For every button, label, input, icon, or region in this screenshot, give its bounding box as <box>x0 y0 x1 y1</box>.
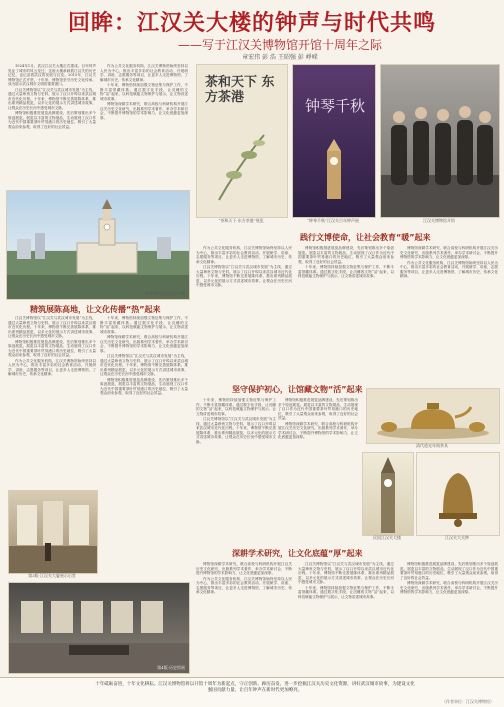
section-4-text-e: 博物馆积极推进展览品牌建设，先后策划推出多个原创展览。展览以丰富的文物展品，生动展现了汉口作为近代中国重要茶叶贸易港口的历史地位，吸引了大量观众前来参观，取得了良好的社会效益。 <box>400 562 498 580</box>
section-3-text-a: 十年来，博物馆持续加强文物征集与保护工作，不断丰富馆藏体系。通过数字化手段，让沉睡的文物“活”起来，以科技赋能文物保护与展示，让文物讲述城市故事。 <box>196 398 276 416</box>
tea-set-photo <box>366 388 500 444</box>
bronze-item-photo <box>416 452 500 536</box>
body-text-e: 博物馆深耕学术研究，联合高校与科研机构开展江汉关历史文化研究，出版系列学术著作，举办学术研讨会，不断提升博物馆的学术影响力，让文化底蕴更加深厚。 <box>100 102 188 120</box>
article-authors: 章宏伟 彭 浩 王昭强 彭 崢嵘 <box>242 54 318 61</box>
section-title-3: 坚守保护初心，让馆藏文物“活”起来 <box>232 385 363 394</box>
section-4-text-f: 博物馆深耕学术研究，联合高校与科研机构开展江汉关历史文化研究，出版系列学术著作，举办学术研讨会，不断提升博物馆的学术影响力，让文化底蕴更加深厚。 <box>400 581 498 594</box>
section-3-text-d: 博物馆深耕学术研究，联合高校与科研机构开展江汉关历史文化研究，出版系列学术著作，举办学术研讨会，不断提升博物馆的学术影响力，让文化底蕴更加深厚。 <box>278 421 358 439</box>
clock-tower-caption: 民国江汉关大楼 <box>373 535 401 540</box>
group-people-illustration <box>381 65 499 217</box>
hall-illustration <box>9 491 97 573</box>
section-3-col-b <box>278 398 358 540</box>
section-1-col-b <box>100 316 188 572</box>
body-text-c: 作为公共文化服务机构，江汉关博物馆始终坚持以人民为中心，推出丰富多彩的社会教育活动，开展研学、讲座、志愿服务等项目，让更多人走进博物馆，了解城市历史，传承文化精神。 <box>100 64 188 82</box>
section-2-text-f: 作为公共文化服务机构，江汉关博物馆始终坚持以人民为中心，推出丰富多彩的社会教育活动，开展研学、讲座、志愿服务等项目，让更多人走进博物馆，了解城市历史，传承文化精神。 <box>400 260 498 278</box>
bell-exhibit-title: 钟琴千秋 <box>304 97 365 115</box>
building-illustration <box>7 191 189 299</box>
article-footer <box>0 677 504 707</box>
section-4-text-d: 十年来，博物馆持续加强文物征集与保护工作，不断丰富馆藏体系。通过数字化手段，让沉睡的文物“活”起来，以科技赋能文物保护与展示，让文物讲述城市故事。 <box>298 585 394 599</box>
section-1-text-c: 作为公共文化服务机构，江汉关博物馆始终坚持以人民为中心，推出丰富多彩的社会教育活动，开展研学、讲座、志愿服务等项目，让更多人走进博物馆，了解城市历史，传承文化精神。 <box>8 358 96 376</box>
bell-exhibit-poster <box>292 64 376 218</box>
tower-icon <box>363 453 413 535</box>
section-2-text-e: 博物馆深耕学术研究，联合高校与科研机构开展江汉关历史文化研究，出版系列学术著作，举办学术研讨会，不断提升博物馆的学术影响力，让文化底蕴更加深厚。 <box>400 246 498 259</box>
body-text-a: 江汉关博物馆以“江汉关与武汉城市发展”为主线，通过大量珍贵文物与史料，展示了汉口开埠以来武汉城市近代化历程。十年来，博物馆不断完善展陈体系，推出系列精品展览，以多元化的展示方式讲述城市故事，让观众在历史长河中感受城市文脉。 <box>8 87 96 110</box>
tea-exhibit-cover <box>196 64 288 218</box>
gallery-illustration <box>9 583 189 673</box>
section-2-text-a: 作为公共文化服务机构，江汉关博物馆始终坚持以人民为中心，推出丰富多彩的社会教育活动，开展研学、讲座、志愿服务等项目，让更多人走进博物馆，了解城市历史，传承文化精神。 <box>196 246 292 264</box>
section-title-1: 精筑展陈高地，让文化传播“热”起来 <box>30 305 161 314</box>
section-1-col-a <box>8 316 96 486</box>
history-hall-photo <box>8 582 190 674</box>
section-title-2: 践行文博使命，让社会教育“暖”起来 <box>300 233 431 242</box>
footer-source: （作者单位：江汉关博物馆） <box>442 699 494 704</box>
section-2-col-b <box>298 246 394 382</box>
section-1-text-a: 江汉关博物馆以“江汉关与武汉城市发展”为主线，通过大量珍贵文物与史料，展示了汉口开埠以来武汉城市近代化历程。十年来，博物馆不断完善展陈体系，推出系列精品展览，以多元化的展示方式讲述城市故事，让观众在历史长河中感受城市文脉。 <box>8 316 96 338</box>
section-title-4: 深耕学术研究，让文化底蕴“厚”起来 <box>232 549 363 558</box>
museum-hall-caption: 第3版·江汉关大厦展示后堂 <box>28 573 76 578</box>
museum-hall-photo <box>8 490 98 574</box>
building-photo <box>6 190 190 300</box>
section-4-text-c: 江汉关博物馆以“江汉关与武汉城市发展”为主线，通过大量珍贵文物与史料，展示了汉口开埠以来武汉城市近代化历程。十年来，博物馆不断完善展陈体系，推出系列精品展览，以多元化的展示方式讲述城市故事，让观众在历史长河中感受城市文脉。 <box>298 562 394 584</box>
section-1-text-b: 博物馆积极推进展览品牌建设，先后策划推出多个原创展览。展览以丰富的文物展品，生动展现了汉口作为近代中国重要茶叶贸易港口的历史地位，吸引了大量观众前来参观，取得了良好的社会效益。 <box>8 339 96 357</box>
tea-exhibit-title: 茶和天下 东方茶港 <box>205 75 275 105</box>
section-2-text-c: 博物馆积极推进展览品牌建设，先后策划推出多个原创展览。展览以丰富的文物展品，生动展现了汉口作为近代中国重要茶叶贸易港口的历史地位，吸引了大量观众前来参观，取得了良好的社会效益。 <box>298 246 394 264</box>
section-4-col-b <box>298 562 394 672</box>
section-1-text-f: 江汉关博物馆以“江汉关与武汉城市发展”为主线，通过大量珍贵文物与史料，展示了汉口开埠以来武汉城市近代化历程。十年来，博物馆不断完善展陈体系，推出系列精品展览，以多元化的展示方式讲述城市故事，让观众在历史长河中感受城市文脉。 <box>100 354 188 376</box>
section-1-text-e: 博物馆深耕学术研究，联合高校与科研机构开展江汉关历史文化研究，出版系列学术著作，举办学术研讨会，不断提升博物馆的学术影响力，让文化底蕴更加深厚。 <box>100 335 188 353</box>
section-3-text-c: 博物馆积极推进展览品牌建设，先后策划推出多个原创展览。展览以丰富的文物展品，生动展现了汉口作为近代中国重要茶叶贸易港口的历史地位，吸引了大量观众前来参观，取得了良好的社会效益。 <box>278 398 358 420</box>
group-photo <box>380 64 500 218</box>
tea-branch-icon <box>209 125 275 205</box>
footer-text: 十年砥砺奋进，十年文化耕耘。江汉关博物馆将以开馆十周年为新起点，守正创新、踔厉奋发，进一步挖掘江汉关历史文化资源，讲好武汉城市故事，为建设文化强国贡献力量，让百年钟声在新时代更加嘹亮。 <box>95 682 415 693</box>
section-4-text-b: 作为公共文化服务机构，江汉关博物馆始终坚持以人民为中心，推出丰富多彩的社会教育活动，开展研学、讲座、志愿服务等项目，让更多人走进博物馆，了解城市历史，传承文化精神。 <box>196 576 292 594</box>
article-subtitle: ——写于江汉关博物馆开馆十周年之际 <box>177 38 382 52</box>
section-1-text-d: 十年来，博物馆持续加强文物征集与保护工作，不断丰富馆藏体系。通过数字化手段，让沉睡的文物“活”起来，以科技赋能文物保护与展示，让文物讲述城市故事。 <box>100 316 188 334</box>
section-2-col-a <box>196 246 292 382</box>
building-caption: 古今长河的江汉关大楼 <box>145 291 185 296</box>
clock-tower-icon <box>317 139 351 199</box>
body-text-b: 博物馆积极推进展览品牌建设，先后策划推出多个原创展览。展览以丰富的文物展品，生动展现了汉口作为近代中国重要茶叶贸易港口的历史地位，吸引了大量观众前来参观，取得了良好的社会效益。 <box>8 111 96 129</box>
teapot-icon <box>367 389 499 443</box>
section-2-text-d: 十年来，博物馆持续加强文物征集与保护工作，不断丰富馆藏体系。通过数字化手段，让沉睡的文物“活”起来，以科技赋能文物保护与展示，让文物讲述城市故事。 <box>298 265 394 278</box>
intro-text: 1924年1月，武汉江汉关大楼正式建成。百年钟声见证了城市的风云变迁，这座大楼承载着江汉关的历史记忆，也记录着武汉的发展与巨变。2015年，江汉关博物馆正式开馆，十年来，博物馆坚守历史文化传承，成为展示武汉城市文明的重要窗口。 <box>8 64 96 86</box>
section-3-col-a <box>196 398 276 540</box>
clock-tower-photo <box>362 452 414 536</box>
section-4-col-c <box>400 562 498 672</box>
body-text-d: 十年来，博物馆持续加强文物征集与保护工作，不断丰富馆藏体系。通过数字化手段，让沉睡的文物“活”起来，以科技赋能文物保护与展示，让文物讲述城市故事。 <box>100 83 188 101</box>
bell-icon <box>417 453 499 535</box>
section-4-col-a <box>196 562 292 672</box>
bell-exhibit-caption: “钟琴千秋”江汉关百年钟声展 <box>306 218 360 223</box>
intro-column-2 <box>100 64 188 186</box>
tea-exhibit-caption: “茶和天下 东方茶港”展览 <box>218 218 264 223</box>
section-1-text-g: 博物馆积极推进展览品牌建设，先后策划推出多个原创展览。展览以丰富的文物展品，生动展现了汉口作为近代中国重要茶叶贸易港口的历史地位，吸引了大量观众前来参观，取得了良好的社会效益。 <box>100 377 188 395</box>
section-3-text-b: 江汉关博物馆以“江汉关与武汉城市发展”为主线，通过大量珍贵文物与史料，展示了汉口开埠以来武汉城市近代化历程。十年来，博物馆不断完善展陈体系，推出系列精品展览，以多元化的展示方式讲述城市故事，让观众在历史长河中感受城市文脉。 <box>196 417 276 444</box>
article-title: 回眸：江汉关大楼的钟声与时代共鸣 <box>67 11 436 36</box>
history-hall-caption: 第4版·历史馆展 <box>157 665 185 670</box>
section-4-text-a: 博物馆深耕学术研究，联合高校与科研机构开展江汉关历史文化研究，出版系列学术著作，举办学术研讨会，不断提升博物馆的学术影响力，让文化底蕴更加深厚。 <box>196 562 292 575</box>
group-caption: 江汉关博物馆开馆 <box>423 218 455 223</box>
bronze-item-caption: 江汉关大关钟 <box>445 535 469 540</box>
section-2-col-c <box>400 246 498 382</box>
intro-column <box>8 64 96 186</box>
tea-set-caption: 清代道光年间茶具 <box>416 443 448 448</box>
section-2-text-b: 江汉关博物馆以“江汉关与武汉城市发展”为主线，通过大量珍贵文物与史料，展示了汉口开埠以来武汉城市近代化历程。十年来，博物馆不断完善展陈体系，推出系列精品展览，以多元化的展示方式讲述城市故事，让观众在历史长河中感受城市文脉。 <box>196 265 292 287</box>
